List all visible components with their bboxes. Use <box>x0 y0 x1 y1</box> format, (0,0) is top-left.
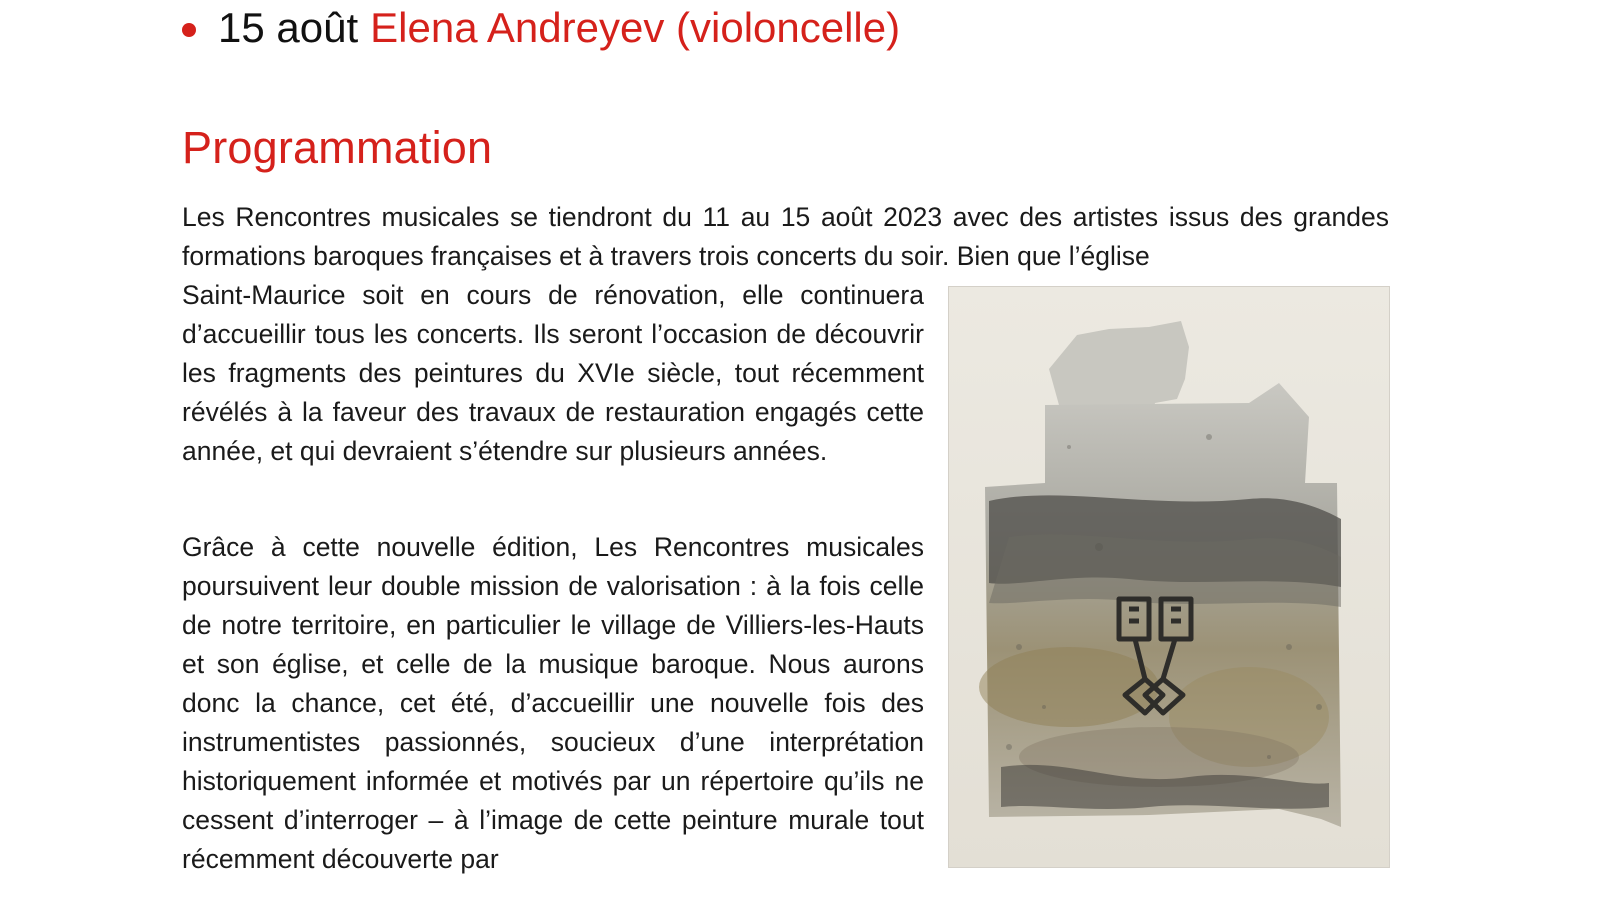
wall-painting-photo <box>948 286 1390 868</box>
paragraph-mission: Grâce à cette nouvelle édition, Les Rencontres musicales poursuivent leur double mission de valorisation : à la fois celle de notre territoire, en particulier le village de Villiers-les-Hauts et son église, et celle de la musique baroque. Nous aurons donc la chance, cet été, d’accueillir une nouvelle fois des instrumentistes passionnés, soucieux d’une interprétation historiquement informée et motivés par un répertoire qu’ils ne cessent d’interroger – à l’image de cette peinture murale tout récemment découverte par <box>182 532 924 874</box>
paragraph-intro-lead: Les Rencontres musicales se tiendront du 11 au 15 août 2023 avec des artistes issus des grandes formations baroques françaises et à travers trois concerts du soir. Bien que l’église <box>182 202 1389 271</box>
concert-list-item <box>182 0 900 56</box>
section-title: Programmation <box>182 122 493 173</box>
paragraph-intro-wrap: Saint-Maurice soit en cours de rénovation, elle continuera d’accueillir tous les concerts. Ils seront l’occasion de découvrir les fragments des peintures du XVIe siècle, tout récemment révélés à la faveur des travaux de restauration engagés cette année, et qui devraient s’étendre sur plusieurs années. <box>182 280 924 466</box>
bullet-icon <box>182 23 196 37</box>
concert-artist: Elena Andreyev (violoncelle) <box>370 4 901 51</box>
wall-painting-crossed-keys-icon <box>949 287 1389 867</box>
concert-date: 15 août <box>218 4 359 51</box>
